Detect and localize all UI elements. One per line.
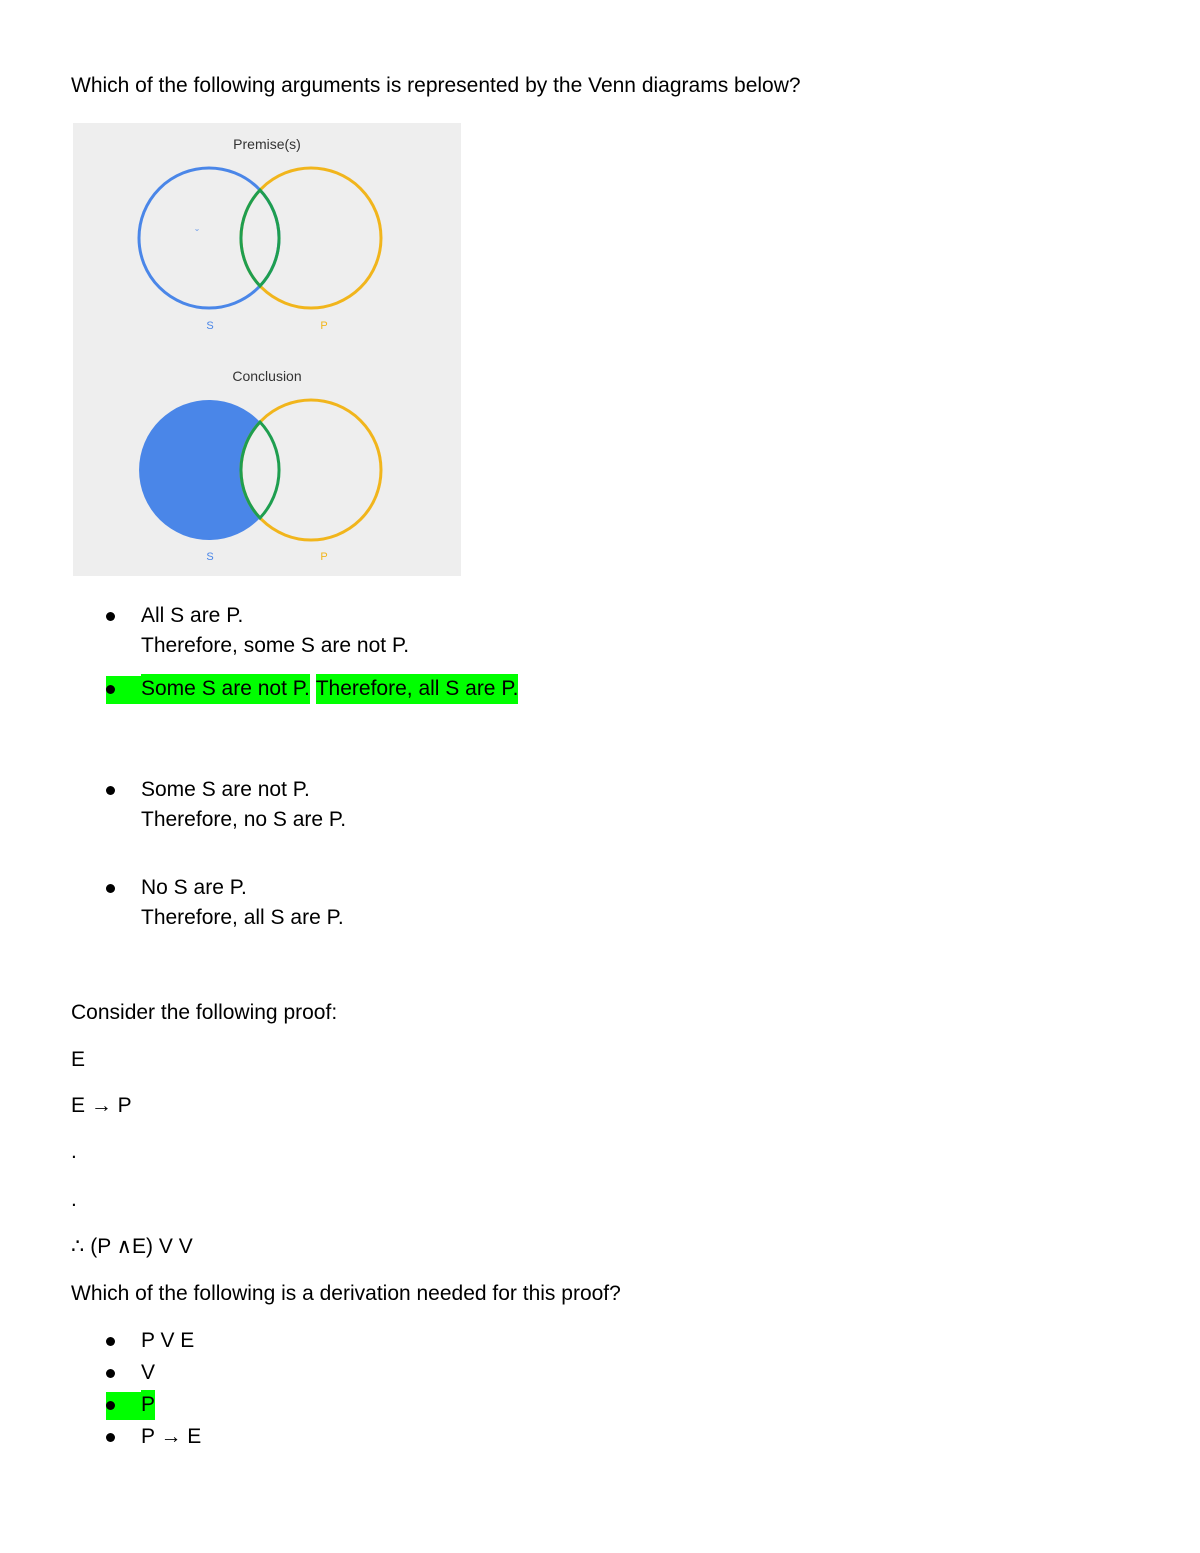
- option-label: P → E: [141, 1425, 202, 1448]
- option-line-1: All S are P.: [141, 604, 244, 627]
- premise-label-p: P: [320, 320, 328, 332]
- proof-line-4: .: [71, 1188, 77, 1211]
- option-text: [141, 1358, 155, 1388]
- option-line-2: Therefore, all S are P.: [141, 906, 344, 929]
- premise-title: Premise(s): [233, 136, 301, 152]
- bullet-icon: [106, 612, 115, 621]
- bullet-icon: [106, 1337, 115, 1346]
- proof-conclusion: ∴ (P ∧E) V V: [71, 1235, 193, 1258]
- proof-line-2: E → P: [71, 1094, 132, 1117]
- option-label: P V E: [141, 1329, 195, 1352]
- option-line-1: No S are P.: [141, 876, 247, 899]
- bullet-icon: [106, 1401, 115, 1410]
- option-line-1: Some S are not P.: [141, 778, 310, 801]
- option-text: [141, 1422, 201, 1452]
- bullet-icon: [106, 884, 115, 893]
- conclusion-label-s: S: [206, 551, 214, 563]
- premise-mark: ˘: [194, 229, 200, 240]
- venn-diagram-figure: [73, 123, 461, 576]
- option-text: [141, 775, 346, 835]
- option-label: P: [141, 1390, 155, 1420]
- bullet-icon: [106, 786, 115, 795]
- proof-line-1: E: [71, 1048, 86, 1071]
- conclusion-title: Conclusion: [232, 368, 302, 384]
- option-text: [141, 1326, 194, 1356]
- option-line-2: Therefore, all S are P.: [316, 674, 519, 704]
- bullet-icon: [106, 685, 115, 694]
- bullet-icon: [106, 1369, 115, 1378]
- premise-p-circle: [241, 168, 381, 308]
- premise-s-circle: [139, 168, 279, 308]
- option-text: [141, 674, 518, 704]
- bullet-icon: [106, 1433, 115, 1442]
- proof-intro: Consider the following proof:: [71, 1001, 338, 1024]
- option-line-2: Therefore, some S are not P.: [141, 634, 410, 657]
- option-text: [141, 1390, 155, 1420]
- option-text: [141, 601, 409, 661]
- venn-diagram-svg: [73, 123, 461, 576]
- option-label: V: [141, 1361, 156, 1384]
- premise-label-s: S: [206, 320, 214, 332]
- option-line-2: Therefore, no S are P.: [141, 808, 347, 831]
- question-2-text: Which of the following is a derivation needed for this proof?: [71, 1282, 621, 1305]
- conclusion-p-circle: [241, 400, 381, 540]
- premise-overlap-outline: [241, 190, 279, 286]
- question-1-text: Which of the following arguments is represented by the Venn diagrams below?: [71, 74, 801, 97]
- option-text: [141, 873, 344, 933]
- conclusion-label-p: P: [320, 551, 328, 563]
- proof-line-3: .: [71, 1140, 77, 1163]
- option-line-1: Some S are not P.: [141, 674, 310, 704]
